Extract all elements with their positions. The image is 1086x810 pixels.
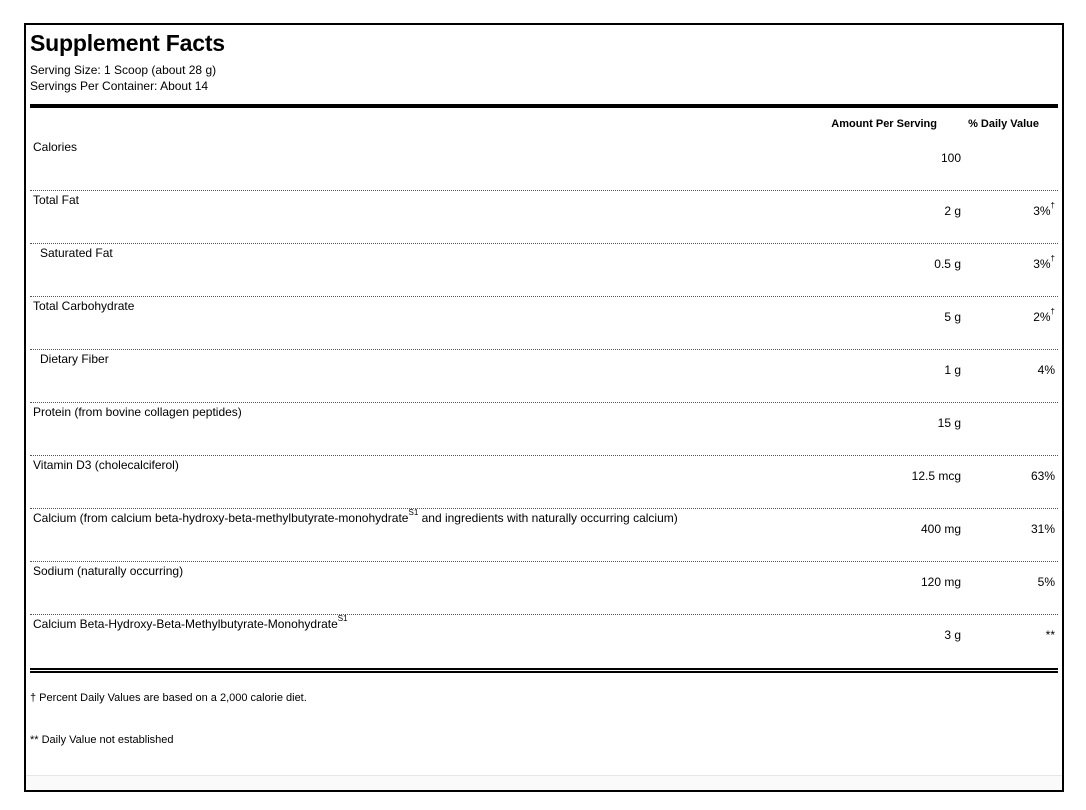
nutrient-name: Saturated Fat	[40, 246, 113, 260]
nutrient-amount: 2 g	[944, 204, 961, 218]
nutrient-amount: 15 g	[937, 416, 961, 430]
servings-per-container: Servings Per Container: About 14	[30, 79, 209, 93]
nutrient-row-saturated-fat	[30, 243, 1058, 297]
nutrient-daily-value: 31%	[1030, 522, 1055, 536]
nutrient-name: Total Carbohydrate	[33, 299, 135, 313]
serving-size: Serving Size: 1 Scoop (about 28 g)	[30, 63, 217, 77]
nutrient-amount: 3 g	[944, 628, 961, 642]
supplement-facts-panel	[24, 23, 1064, 792]
nutrient-amount: 100	[940, 151, 961, 165]
nutrient-amount: 12.5 mcg	[911, 469, 961, 483]
column-header-daily-value: % Daily Value	[968, 118, 1039, 130]
nutrient-name: Total Fat	[33, 193, 80, 207]
nutrient-row-calcium	[30, 508, 1058, 562]
nutrient-row-hmb	[30, 614, 1058, 667]
nutrient-row-sodium	[30, 561, 1058, 615]
nutrient-daily-value: 5%	[1037, 575, 1055, 589]
nutrient-daily-value: 3%†	[1033, 254, 1055, 271]
panel-title: Supplement Facts	[30, 30, 225, 56]
nutrient-amount: 1 g	[944, 363, 961, 377]
nutrient-amount: 400 mg	[920, 522, 961, 536]
thick-divider	[30, 104, 1058, 108]
panel-bottom-band	[26, 775, 1062, 790]
footnote-percent-daily-value: † Percent Daily Values are based on a 2,000 calorie diet.	[30, 692, 307, 704]
nutrient-row-total-fat	[30, 190, 1058, 244]
nutrient-amount: 120 mg	[920, 575, 961, 589]
column-header-amount: Amount Per Serving	[831, 118, 937, 130]
nutrient-daily-value: 3%†	[1033, 201, 1055, 218]
nutrient-name: Calcium (from calcium beta-hydroxy-beta-methylbutyrate-monohydrate$^{S1}$ and ingredients with naturally occurring calcium)	[33, 508, 678, 525]
nutrient-name: Sodium (naturally occurring)	[33, 564, 184, 578]
nutrient-row-dietary-fiber	[30, 349, 1058, 403]
nutrient-name: Calories	[33, 140, 78, 154]
nutrient-row-vitamin-d3	[30, 455, 1058, 509]
nutrient-row-protein	[30, 402, 1058, 456]
nutrient-daily-value: **	[1045, 628, 1055, 642]
nutrient-row-calories	[30, 137, 1058, 191]
nutrient-daily-value: 63%	[1030, 469, 1055, 483]
double-divider	[30, 668, 1058, 673]
nutrient-row-total-carbohydrate	[30, 296, 1058, 350]
nutrient-amount: 0.5 g	[934, 257, 961, 271]
nutrient-name: Protein (from bovine collagen peptides)	[33, 405, 242, 419]
nutrient-daily-value: 4%	[1037, 363, 1055, 377]
nutrient-name: Vitamin D3 (cholecalciferol)	[33, 458, 179, 472]
nutrient-daily-value: 2%†	[1033, 307, 1055, 324]
nutrient-amount: 5 g	[944, 310, 961, 324]
footnote-daily-value-not-established: ** Daily Value not established	[30, 734, 174, 746]
nutrient-name: Calcium Beta-Hydroxy-Beta-Methylbutyrate-Monohydrate$^{S1}$	[33, 614, 348, 631]
nutrient-name: Dietary Fiber	[40, 352, 109, 366]
